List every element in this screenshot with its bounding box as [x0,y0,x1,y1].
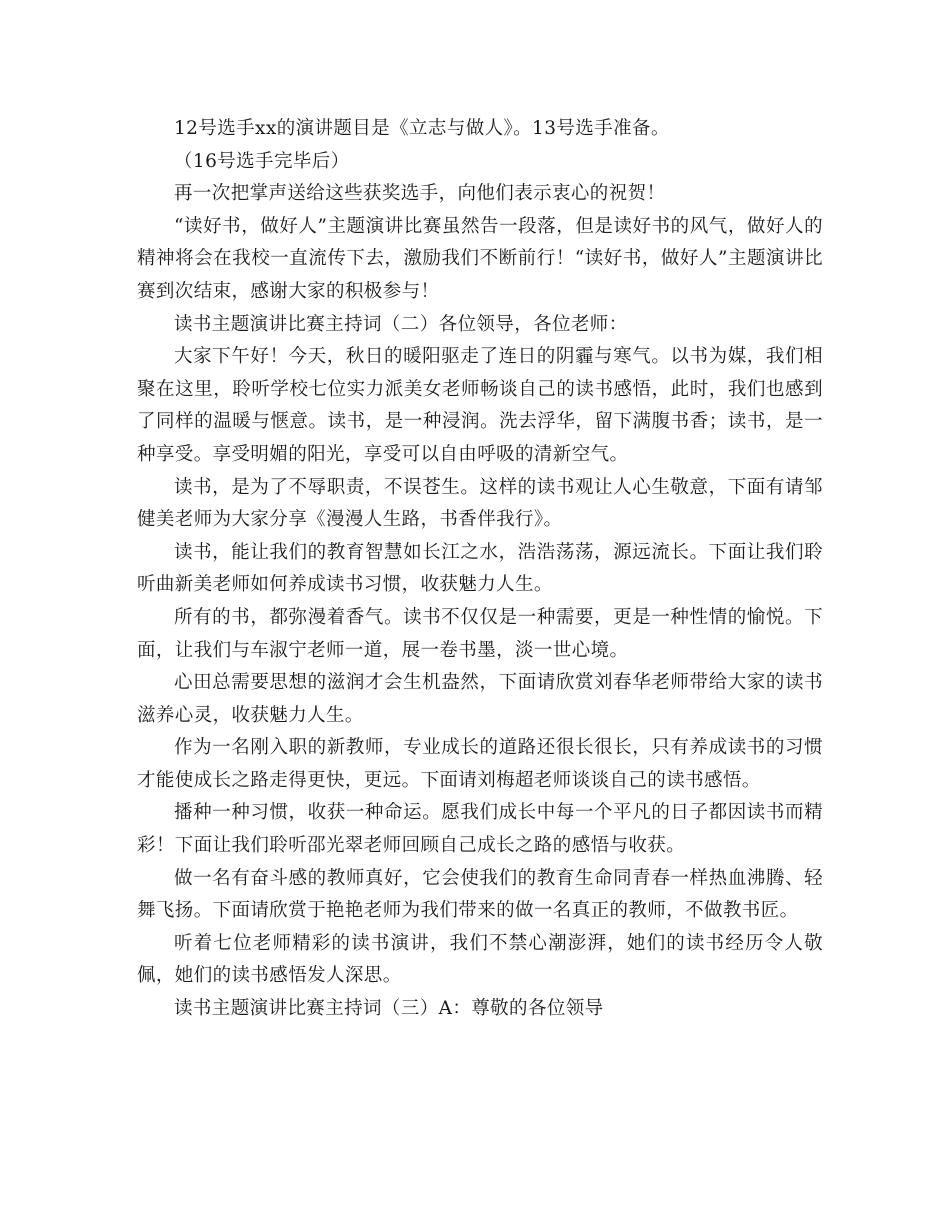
paragraph: （16号选手完毕后） [174,150,350,172]
paragraph: 再一次把掌声送给这些获奖选手，向他们表示衷心的祝贺！ [174,183,666,205]
section-heading: 读书主题演讲比赛主持词（三）A：尊敬的各位领导 [174,998,604,1020]
paragraph: 所有的书，都弥漫着香气。读书不仅仅是一种需要，更是一种性情的愉悦。下面，让我们与车淑宁老师一道，展一卷书墨，淡一世心境。 [137,606,823,661]
section-heading: 读书主题演讲比赛主持词（二）各位领导，各位老师： [174,313,628,335]
paragraph: 读书，能让我们的教育智慧如长江之水，浩浩荡荡，源远流长。下面让我们聆听曲新美老师如何养成读书习惯，收获魅力人生。 [137,541,823,596]
paragraph: 听着七位老师精彩的读书演讲，我们不禁心潮澎湃，她们的读书经历令人敬佩，她们的读书感悟发人深思。 [137,932,823,987]
paragraph: 心田总需要思想的滋润才会生机盎然，下面请欣赏刘春华老师带给大家的读书滋养心灵，收获魅力人生。 [137,672,823,726]
paragraph: 大家下午好！今天，秋日的暖阳驱走了连日的阴霾与寒气。以书为媒，我们相聚在这里，聆听学校七位实力派美女老师畅谈自己的读书感悟，此时，我们也感到了同样的温暖与惬意。读书，是一种浸润。洗去浮华，留下满腹书香；读书，是一种享受。享受明媚的阳光，享受可以自由呼吸的清新空气。 [137,346,823,465]
paragraph: “读好书，做好人”主题演讲比赛虽然告一段落，但是读好书的风气，做好人的精神将会在我校一直流传下去，激励我们不断前行！“读好书，做好人”主题演讲比赛到次结束，感谢大家的积极参与！ [137,215,823,302]
paragraph: 读书，是为了不辱职责，不误苍生。这样的读书观让人心生敬意，下面有请邹健美老师为大家分享《漫漫人生路，书香伴我行》。 [137,476,823,531]
paragraph: 12号选手xx的演讲题目是《立志与做人》。13号选手准备。 [174,118,670,139]
paragraph: 做一名有奋斗感的教师真好，它会使我们的教育生命同青春一样热血沸腾、轻舞飞扬。下面请欣赏于艳艳老师为我们带来的做一名真正的教师，不做教书匠。 [137,867,823,922]
paragraph: 播种一种习惯，收获一种命运。愿我们成长中每一个平凡的日子都因读书而精彩！下面让我们聆听邵光翠老师回顾自己成长之路的感悟与收获。 [137,802,823,857]
document-body [137,113,823,1026]
paragraph: 作为一名刚入职的新教师，专业成长的道路还很长很长，只有养成读书的习惯才能使成长之路走得更快，更远。下面请刘梅超老师谈谈自己的读书感悟。 [137,737,823,791]
